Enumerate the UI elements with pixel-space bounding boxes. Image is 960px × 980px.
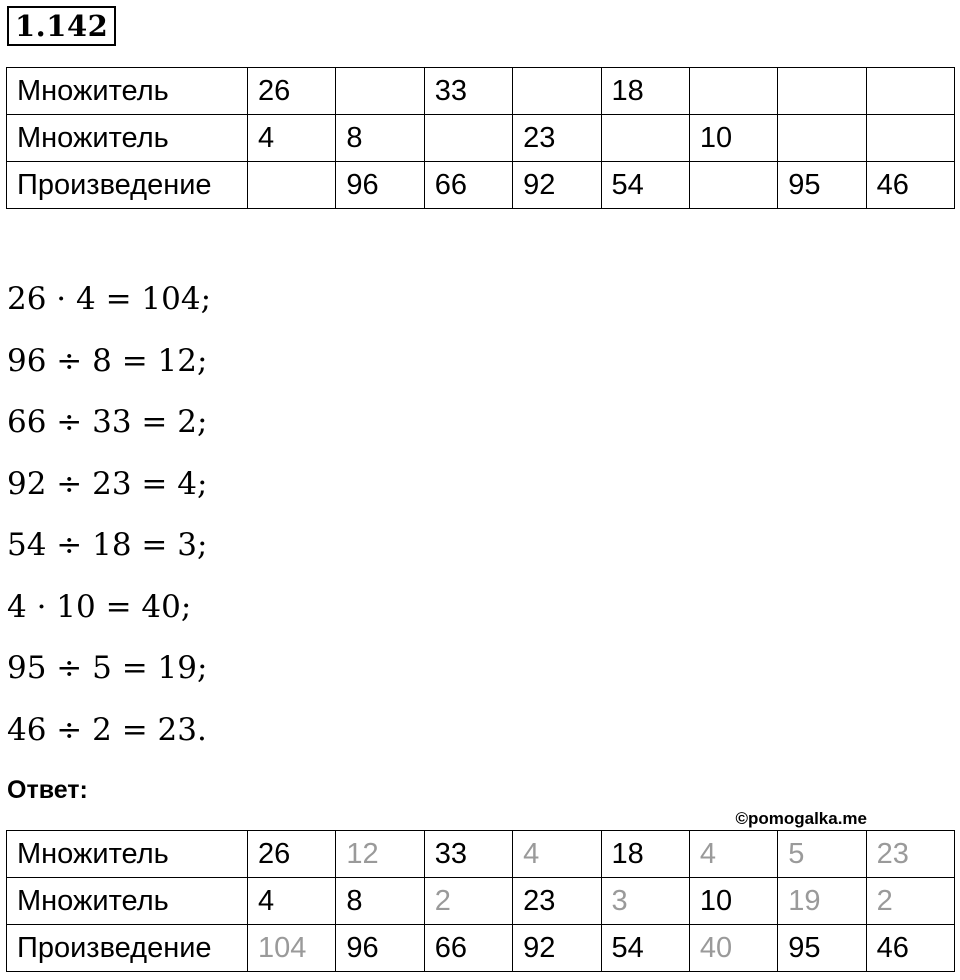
table-cell: 26: [248, 68, 336, 115]
found-value-cell: 2: [866, 878, 954, 925]
table-cell: [689, 162, 777, 209]
given-value-cell: 8: [336, 878, 424, 925]
equation: 92 ÷ 23 = 4;: [7, 465, 208, 502]
solution-equations: [7, 273, 211, 765]
equation: 26 · 4 = 104;: [7, 281, 212, 317]
task-row: [7, 162, 955, 209]
answer-row: [7, 878, 955, 925]
table-cell: 10: [689, 115, 777, 162]
table-cell: [248, 162, 336, 209]
answer-row: [7, 925, 955, 972]
found-value-cell: 3: [601, 878, 689, 925]
watermark: ©pomogalka.me: [735, 809, 867, 828]
table-cell: 66: [424, 162, 512, 209]
row-label: Множитель: [7, 68, 248, 115]
table-cell: [601, 115, 689, 162]
found-value-cell: 104: [248, 925, 336, 972]
given-value-cell: 92: [513, 925, 601, 972]
found-value-cell: 4: [689, 831, 777, 878]
row-label: Произведение: [7, 925, 248, 972]
given-value-cell: 95: [778, 925, 866, 972]
equation: 46 ÷ 2 = 23.: [7, 711, 207, 748]
table-cell: 4: [248, 115, 336, 162]
task-row: [7, 68, 955, 115]
table-cell: [866, 115, 954, 162]
table-cell: 95: [778, 162, 866, 209]
equation: 54 ÷ 18 = 3;: [7, 527, 208, 563]
equation: 4 · 10 = 40;: [7, 588, 192, 625]
problem-number: 1.142: [7, 6, 116, 46]
found-value-cell: 12: [336, 831, 424, 878]
table-cell: [689, 68, 777, 115]
table-cell: [424, 115, 512, 162]
given-value-cell: 96: [336, 925, 424, 972]
table-cell: [866, 68, 954, 115]
found-value-cell: 19: [778, 878, 866, 925]
task-row: [7, 115, 955, 162]
table-cell: 18: [601, 68, 689, 115]
answer-table: [6, 830, 955, 972]
equation: 66 ÷ 33 = 2;: [7, 404, 208, 440]
given-value-cell: 66: [424, 925, 512, 972]
found-value-cell: 2: [424, 878, 512, 925]
given-value-cell: 18: [601, 831, 689, 878]
answer-row: [7, 831, 955, 878]
found-value-cell: 23: [866, 831, 954, 878]
given-value-cell: 23: [513, 878, 601, 925]
table-cell: 8: [336, 115, 424, 162]
table-cell: [778, 68, 866, 115]
equation: 95 ÷ 5 = 19;: [7, 650, 208, 686]
row-label: Множитель: [7, 878, 248, 925]
given-value-cell: 54: [601, 925, 689, 972]
table-cell: 54: [601, 162, 689, 209]
answer-label: Ответ:: [7, 776, 88, 804]
table-cell: [513, 68, 601, 115]
found-value-cell: 40: [689, 925, 777, 972]
table-cell: [778, 115, 866, 162]
given-value-cell: 33: [424, 831, 512, 878]
table-cell: 23: [513, 115, 601, 162]
found-value-cell: 5: [778, 831, 866, 878]
equation: 96 ÷ 8 = 12;: [7, 342, 208, 379]
given-value-cell: 46: [866, 925, 954, 972]
table-cell: 92: [513, 162, 601, 209]
row-label: Произведение: [7, 162, 248, 209]
table-cell: 46: [866, 162, 954, 209]
table-cell: [336, 68, 424, 115]
task-table: [6, 67, 955, 209]
given-value-cell: 26: [248, 831, 336, 878]
row-label: Множитель: [7, 115, 248, 162]
row-label: Множитель: [7, 831, 248, 878]
table-cell: 96: [336, 162, 424, 209]
table-cell: 33: [424, 68, 512, 115]
found-value-cell: 4: [513, 831, 601, 878]
given-value-cell: 10: [689, 878, 777, 925]
given-value-cell: 4: [248, 878, 336, 925]
